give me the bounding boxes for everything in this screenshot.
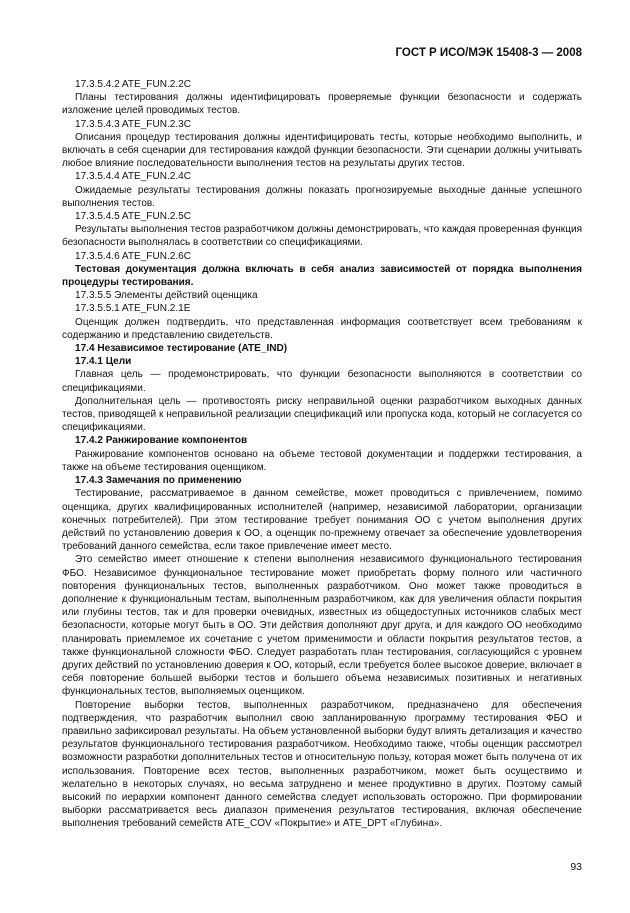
paragraph: Ожидаемые результаты тестирования должны показать прогнозируемые выходные данные успешного выполнения тестов. bbox=[62, 184, 582, 209]
paragraph: 17.3.5.5 Элементы действий оценщика bbox=[75, 290, 258, 302]
paragraph: Повторение выборки тестов, выполненных разработчиком, предназначено для обеспечения подтверждения, что разработчик выполнил свою запланированную программу тестирования ФБО и правильно зафиксировал результаты. На объем установленной выборки будут влиять детализация и качество результатов функционального тестирования разработчиком. Необходимо также, чтобы оценщик рассмотрел возможности разработки дополнительных тестов и относительную пользу, которая может быть получена от их использования. Повторение всех тестов, выполненных разработчиком, может быть осуществимо и желательно в некоторых случаях, но весьма затруднено и менее продуктивно в других. Поэтому самый высокий по иерархии компонент данного семейства следует использовать осторожно. При формировании выборки рассматривается весь диапазон применения результатов тестирования, включая обеспечение выполнения требований семейств ATE_COV «Покрытие» и ATE_DPT «Глубина». bbox=[62, 699, 582, 830]
page-number: 93 bbox=[570, 861, 582, 873]
paragraph: Ранжирование компонентов основано на объеме тестовой документации и поддержки тестирования, а также на объеме тестирования оценщиком. bbox=[62, 448, 582, 473]
section-heading: 17.4 Независимое тестирование (ATE_IND) bbox=[75, 343, 288, 355]
paragraph: Дополнительная цель — противостоять риску неправильной оценки разработчиком выходных данных тестов, приводящей к неправильной реализации спецификаций или пропуска кода, который не согласуется со спецификациями. bbox=[62, 395, 582, 434]
paragraph: 17.3.5.4.2 ATE_FUN.2.2C bbox=[75, 79, 191, 90]
paragraph: 17.3.5.4.6 ATE_FUN.2.6C bbox=[75, 250, 191, 262]
section-heading: Тестовая документация должна включать в себя анализ зависимостей от порядка выполнения процедуры тестирования. bbox=[62, 263, 582, 289]
paragraph: 17.3.5.5.1 ATE_FUN.2.1E bbox=[75, 303, 191, 315]
section-heading: 17.4.2 Ранжирование компонентов bbox=[75, 435, 248, 447]
paragraph: Описания процедур тестирования должны идентифицировать тесты, которые необходимо выполнить, и включать в себя сценарии для тестирования каждой функции безопасности. Эти сценарии должны учитывать любое влияние последовательности выполнения тестов на результаты других тестов. bbox=[62, 131, 582, 170]
paragraph: 17.3.5.4.4 ATE_FUN.2.4C bbox=[75, 171, 191, 183]
section-heading: 17.4.1 Цели bbox=[75, 356, 132, 368]
paragraph: Это семейство имеет отношение к степени выполнения независимого функционального тестирования ФБО. Независимое функциональное тестирование может приобретать форму полного или частичного повторения функциональных тестов, выполненных разработчиком. Оно может также проводиться в дополнение к функциональным тестам, выполненным разработчиком, как для увеличения области покрытия или глубины тестов, так и для проверки очевидных, известных из общедоступных источников слабых мест безопасности, которые могут быть в ОО. Эти действия дополняют друг друга, и для каждого ОО необходимо планировать приемлемое их сочетание с учетом применимости и области покрытия результатов тестов, а также функциональной сложности ФБО. Следует разработать план тестирования, согласующийся с уровнем других действий по установлению доверия к ОО, который, если требуется более высокое доверие, включает в себя повторение большей выборки тестов и большего объема независимых позитивных и негативных функциональных тестов, выполняемых оценщиком. bbox=[62, 554, 582, 698]
paragraph: 17.3.5.4.3 ATE_FUN.2.3C bbox=[75, 118, 191, 130]
paragraph: Результаты выполнения тестов разработчиком должны демонстрировать, что каждая проверенная функция безопасности выполнялась в соответствии со спецификациями. bbox=[62, 224, 583, 249]
paragraph: Тестирование, рассматриваемое в данном семействе, может проводиться с привлечением, помимо оценщика, других квалифицированных исполнителей (например, независимой лаборатории, организации конечных потребителей). При этом тестирование требует понимания ОО с учетом выполнения других действий по установлению доверия к ОО, а оценщик по-прежнему отвечает за обеспечение удовлетворения требований данного семейства, если такое привлечение имеет место. bbox=[62, 488, 582, 553]
section-heading: 17.4.3 Замечания по применению bbox=[75, 475, 242, 487]
paragraph: Оценщик должен подтвердить, что представленная информация соответствует всем требованиям к содержанию и представлению свидетельств. bbox=[62, 316, 582, 341]
page-content bbox=[62, 78, 582, 831]
paragraph: Главная цель — продемонстрировать, что функции безопасности выполняются в соответствии со спецификациями. bbox=[62, 369, 582, 394]
paragraph: 17.3.5.4.5 ATE_FUN.2.5C bbox=[75, 211, 191, 223]
paragraph: Планы тестирования должны идентифицировать проверяемые функции безопасности и содержать изложение целей проводимых тестов. bbox=[62, 92, 582, 117]
page-header: ГОСТ Р ИСО/МЭК 15408-3 — 2008 bbox=[395, 47, 582, 59]
